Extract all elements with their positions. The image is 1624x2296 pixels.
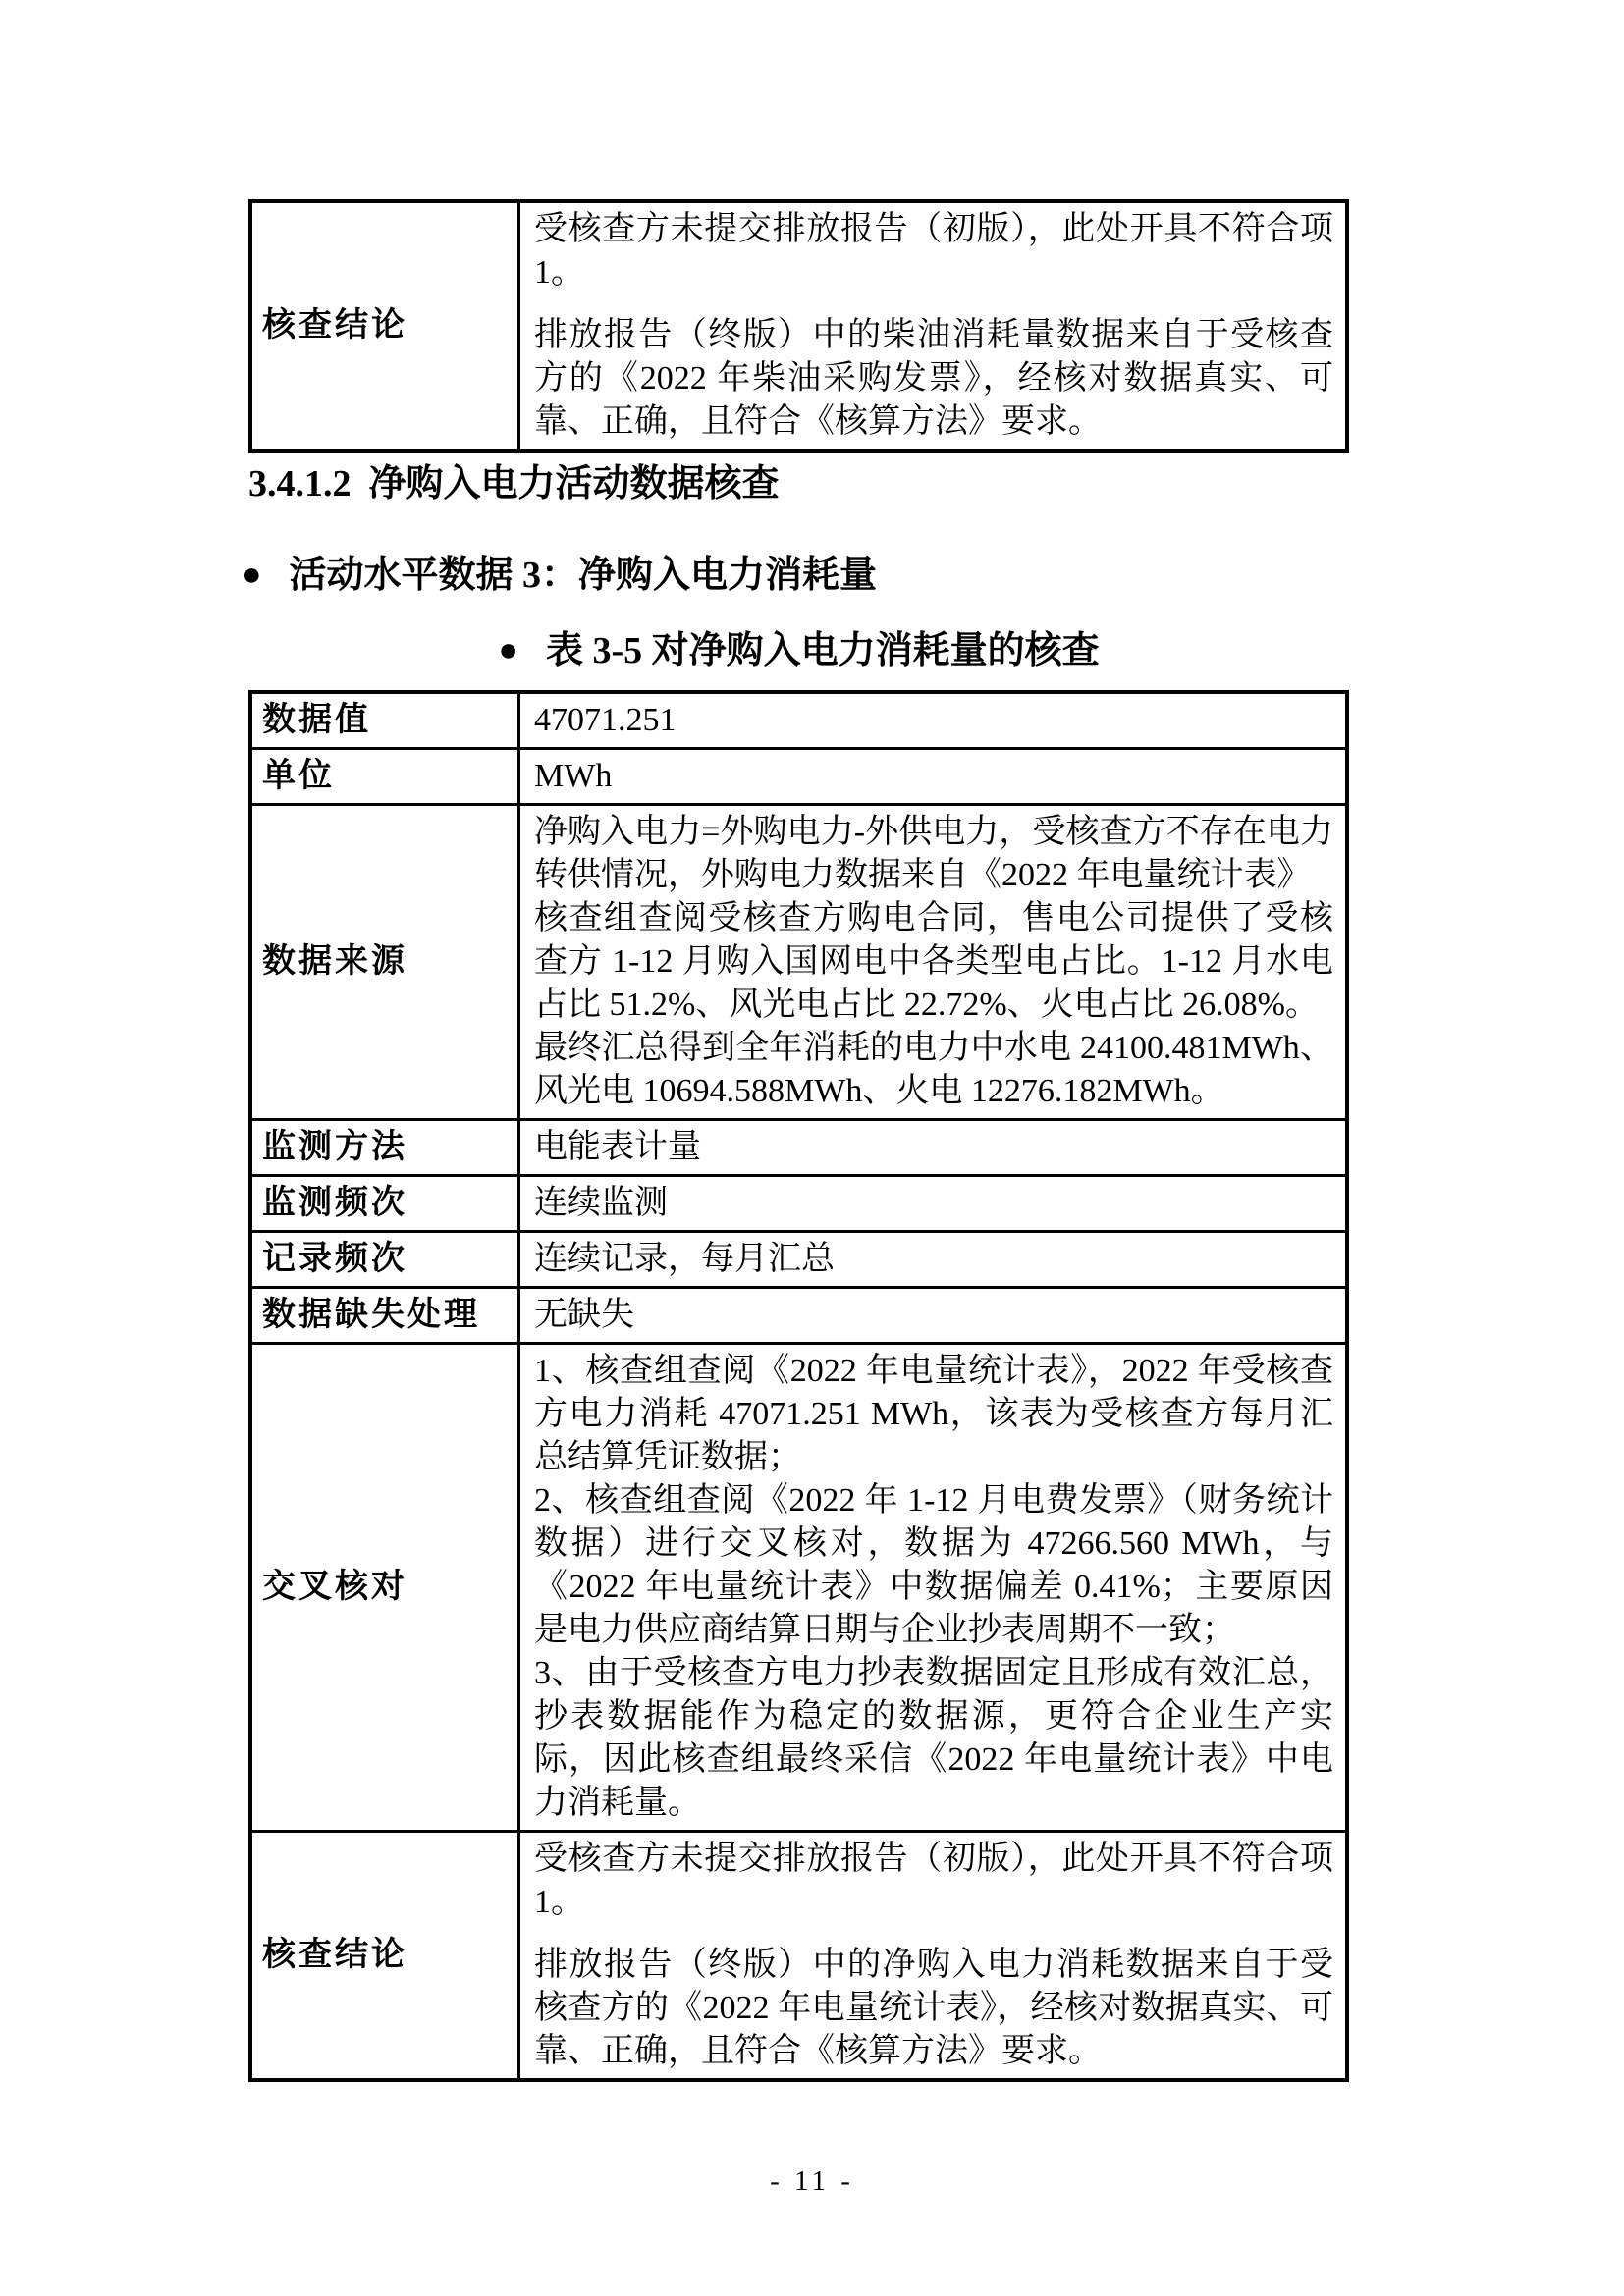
table-row bbox=[250, 805, 1347, 1120]
table-row bbox=[250, 1120, 1347, 1176]
cell-text: 排放报告（终版）中的净购入电力消耗数据来自于受核查方的《2022 年电量统计表》，经核对数据真实、可靠、正确，且符合《核算方法》要求。 bbox=[534, 1947, 1333, 2069]
table-row bbox=[250, 692, 1347, 749]
row-content-monitoring-frequency bbox=[519, 1176, 1348, 1232]
electricity-verification-table bbox=[248, 690, 1349, 2082]
cell-text: 电能表计量 bbox=[534, 1129, 701, 1165]
bullet-icon: ● bbox=[498, 632, 518, 668]
row-content-conclusion bbox=[519, 201, 1348, 451]
cell-text: 受核查方未提交排放报告（初版），此处开具不符合项 1。 bbox=[534, 1841, 1333, 1920]
row-content-data-source bbox=[519, 805, 1348, 1120]
conclusion-paragraph: 排放报告（终版）中的柴油消耗量数据来自于受核查方的《2022 年柴油采购发票》，经核对数据真实、可靠、正确，且符合《核算方法》要求。 bbox=[534, 317, 1333, 440]
cell-text: 连续监测 bbox=[534, 1185, 668, 1221]
cell-text: 最终汇总得到全年消耗的电力中水电 24100.481MWh、风光电 10694.588MWh、火电 12276.182MWh。 bbox=[534, 1030, 1333, 1109]
conclusion-paragraph: 受核查方未提交排放报告（初版），此处开具不符合项 1。 bbox=[534, 211, 1333, 291]
table-row bbox=[250, 749, 1347, 805]
row-label-cross-check: 交叉核对 bbox=[250, 1344, 519, 1832]
table-row bbox=[250, 1288, 1347, 1344]
cell-text: 47071.251 bbox=[534, 702, 677, 738]
cell-text: 连续记录，每月汇总 bbox=[534, 1241, 835, 1277]
table-row bbox=[250, 201, 1347, 451]
row-label-missing-data: 数据缺失处理 bbox=[250, 1288, 519, 1344]
row-label-recording-frequency: 记录频次 bbox=[250, 1232, 519, 1288]
cell-text: 2、核查组查阅《2022 年 1-12 月电费发票》（财务统计数据）进行交叉核对，数据为 47266.560 MWh，与《2022 年电量统计表》中数据偏差 0.41%；主要原因是电力供应商结算日期与企业抄表周期不一致； bbox=[534, 1482, 1333, 1648]
activity-bullet-text: 活动水平数据 3：净购入电力消耗量 bbox=[289, 555, 878, 596]
page-number: - 11 - bbox=[770, 2165, 854, 2197]
row-label-monitoring-method: 监测方法 bbox=[250, 1120, 519, 1176]
row-content-verification-conclusion bbox=[519, 1832, 1348, 2081]
cell-text: MWh bbox=[534, 758, 613, 794]
row-content-cross-check bbox=[519, 1344, 1348, 1832]
row-label-unit: 单位 bbox=[250, 749, 519, 805]
row-label-data-source: 数据来源 bbox=[250, 805, 519, 1120]
row-content-missing-data bbox=[519, 1288, 1348, 1344]
row-content-recording-frequency bbox=[519, 1232, 1348, 1288]
activity-bullet-line bbox=[242, 544, 877, 598]
section-number: 3.4.1.2 bbox=[248, 463, 352, 505]
cell-text: 净购入电力=外购电力-外供电力，受核查方不存在电力转供情况，外购电力数据来自《2022 年电量统计表》 bbox=[534, 814, 1333, 893]
row-content-monitoring-method bbox=[519, 1120, 1348, 1176]
section-title: 净购入电力活动数据核查 bbox=[368, 463, 780, 505]
section-heading bbox=[248, 453, 780, 507]
cell-text: 无缺失 bbox=[534, 1297, 634, 1333]
row-content-unit bbox=[519, 749, 1348, 805]
table-caption-line bbox=[248, 619, 1349, 673]
cell-text: 1、核查组查阅《2022 年电量统计表》，2022 年受核查方电力消耗 47071.251 MWh，该表为受核查方每月汇总结算凭证数据； bbox=[534, 1353, 1333, 1475]
cell-text: 3、由于受核查方电力抄表数据固定且形成有效汇总，抄表数据能作为稳定的数据源，更符合企业生产实际，因此核查组最终采信《2022 年电量统计表》中电力消耗量。 bbox=[534, 1655, 1333, 1821]
row-label-verification-conclusion: 核查结论 bbox=[250, 1832, 519, 2081]
table-row bbox=[250, 1344, 1347, 1832]
diesel-conclusion-table bbox=[248, 199, 1349, 453]
table-row bbox=[250, 1176, 1347, 1232]
row-label-conclusion: 核查结论 bbox=[250, 201, 519, 451]
bullet-icon: ● bbox=[242, 557, 262, 593]
row-label-data-value: 数据值 bbox=[250, 692, 519, 749]
row-content-data-value bbox=[519, 692, 1348, 749]
table-row bbox=[250, 1232, 1347, 1288]
table-caption-text: 表 3-5 对净购入电力消耗量的核查 bbox=[545, 630, 1100, 671]
cell-text: 核查组查阅受核查方购电合同，售电公司提供了受核查方 1-12 月购入国网电中各类型电占比。1-12 月水电占比 51.2%、风光电占比 22.72%、火电占比 26.08%。 bbox=[534, 900, 1333, 1023]
row-label-monitoring-frequency: 监测频次 bbox=[250, 1176, 519, 1232]
table-row bbox=[250, 1832, 1347, 2081]
